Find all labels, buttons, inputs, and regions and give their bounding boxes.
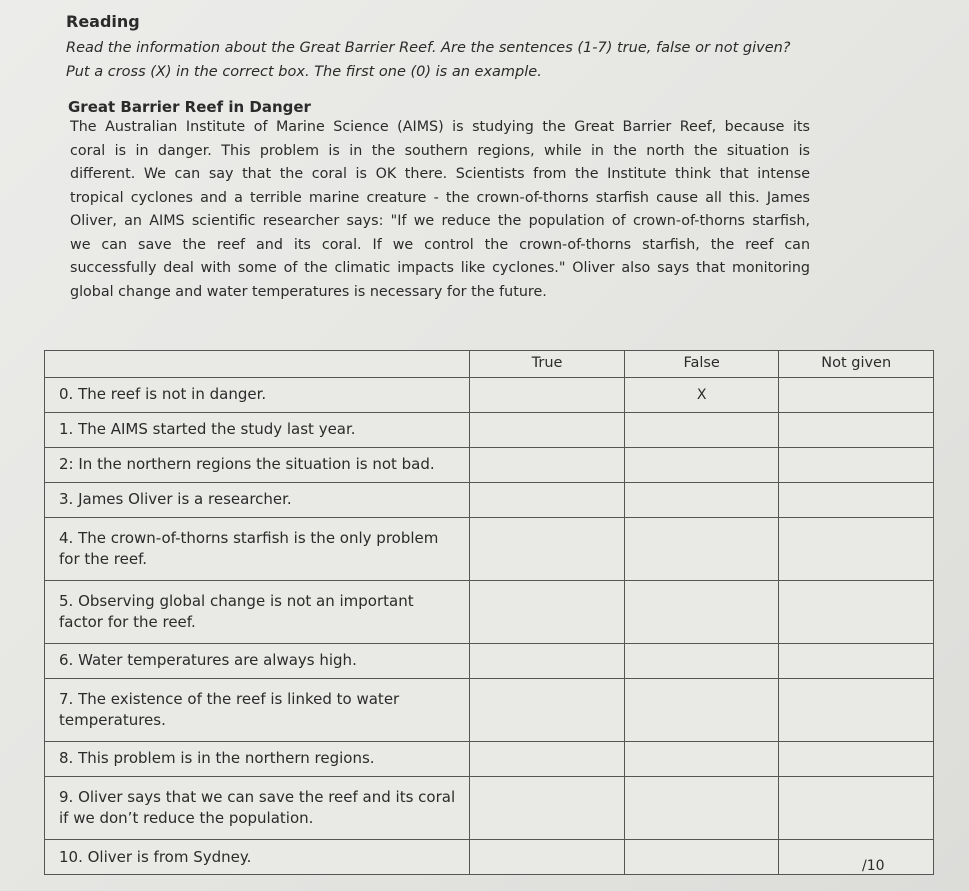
column-header-false: False bbox=[624, 351, 779, 378]
statement-cell: 8. This problem is in the northern regions. bbox=[45, 741, 470, 776]
page-title: Reading bbox=[66, 12, 140, 31]
article-line: The Australian Institute of Marine Science (AIMS) is studying the Great Barrier Reef, because its bbox=[70, 119, 810, 135]
answer-box-true[interactable] bbox=[470, 643, 625, 678]
answer-box-false[interactable] bbox=[624, 643, 779, 678]
article-line: Oliver, an AIMS scientific researcher says: "If we reduce the population of crown-of-thorns starfish, bbox=[70, 213, 810, 229]
statement-cell: 5. Observing global change is not an important factor for the reef. bbox=[45, 580, 470, 643]
answer-box-false[interactable] bbox=[624, 580, 779, 643]
answer-box-not-given[interactable] bbox=[779, 447, 934, 482]
table-row bbox=[45, 840, 934, 875]
answer-box-true[interactable] bbox=[470, 840, 625, 875]
statement-cell: 1. The AIMS started the study last year. bbox=[45, 412, 470, 447]
answer-box-false[interactable] bbox=[624, 678, 779, 741]
answer-box-false[interactable] bbox=[624, 482, 779, 517]
score-total: /10 bbox=[862, 858, 885, 874]
answer-box-not-given[interactable] bbox=[779, 580, 934, 643]
answer-box-false[interactable]: X bbox=[624, 378, 779, 413]
instruction-line-1: Read the information about the Great Barrier Reef. Are the sentences (1-7) true, false or not given? bbox=[66, 40, 791, 56]
answer-box-true[interactable] bbox=[470, 412, 625, 447]
answer-box-true[interactable] bbox=[470, 378, 625, 413]
answer-table-container bbox=[44, 350, 934, 875]
answer-box-not-given[interactable] bbox=[779, 678, 934, 741]
statement-cell: 4. The crown-of-thorns starfish is the only problem for the reef. bbox=[45, 517, 470, 580]
answer-box-true[interactable] bbox=[470, 482, 625, 517]
answer-box-false[interactable] bbox=[624, 447, 779, 482]
statement-cell: 7. The existence of the reef is linked to water temperatures. bbox=[45, 678, 470, 741]
answer-box-true[interactable] bbox=[470, 580, 625, 643]
answer-box-false[interactable] bbox=[624, 840, 779, 875]
instruction-line-2: Put a cross (X) in the correct box. The first one (0) is an example. bbox=[66, 64, 542, 80]
article-line: successfully deal with some of the climatic impacts like cyclones." Oliver also says that monitoring bbox=[70, 260, 810, 276]
answer-box-true[interactable] bbox=[470, 517, 625, 580]
article-line: we can save the reef and its coral. If we control the crown-of-thorns starfish, the reef can bbox=[70, 236, 810, 253]
article-line: different. We can say that the coral is OK there. Scientists from the Institute think that intense bbox=[70, 166, 810, 182]
statement-cell: 3. James Oliver is a researcher. bbox=[45, 482, 470, 517]
statement-cell: 2: In the northern regions the situation is not bad. bbox=[45, 447, 470, 482]
table-row bbox=[45, 517, 934, 580]
statement-cell: 10. Oliver is from Sydney. bbox=[45, 840, 470, 875]
answer-table bbox=[44, 350, 934, 875]
answer-box-false[interactable] bbox=[624, 776, 779, 839]
table-header-row bbox=[45, 351, 934, 378]
answer-box-false[interactable] bbox=[624, 412, 779, 447]
answer-box-not-given[interactable] bbox=[779, 840, 934, 875]
article-line: global change and water temperatures is necessary for the future. bbox=[70, 283, 547, 300]
answer-box-not-given[interactable] bbox=[779, 378, 934, 413]
statement-column-header bbox=[45, 351, 470, 378]
article-title: Great Barrier Reef in Danger bbox=[68, 98, 311, 116]
answer-box-not-given[interactable] bbox=[779, 517, 934, 580]
table-row bbox=[45, 412, 934, 447]
answer-box-not-given[interactable] bbox=[779, 741, 934, 776]
answer-box-not-given[interactable] bbox=[779, 412, 934, 447]
table-row bbox=[45, 447, 934, 482]
answer-box-not-given[interactable] bbox=[779, 482, 934, 517]
article-line: tropical cyclones and a terrible marine creature - the crown-of-thorns starfish cause all this. James bbox=[70, 189, 810, 206]
article-line: coral is in danger. This problem is in the southern regions, while in the north the situation is bbox=[70, 142, 810, 159]
table-row bbox=[45, 741, 934, 776]
answer-box-true[interactable] bbox=[470, 741, 625, 776]
table-row bbox=[45, 482, 934, 517]
answer-box-not-given[interactable] bbox=[779, 776, 934, 839]
table-row bbox=[45, 580, 934, 643]
answer-box-not-given[interactable] bbox=[779, 643, 934, 678]
table-row bbox=[45, 678, 934, 741]
statement-cell: 9. Oliver says that we can save the reef and its coral if we don’t reduce the population. bbox=[45, 776, 470, 839]
table-row bbox=[45, 378, 934, 413]
table-row bbox=[45, 643, 934, 678]
answer-box-false[interactable] bbox=[624, 517, 779, 580]
answer-box-true[interactable] bbox=[470, 776, 625, 839]
answer-box-true[interactable] bbox=[470, 678, 625, 741]
statement-cell: 6. Water temperatures are always high. bbox=[45, 643, 470, 678]
answer-box-true[interactable] bbox=[470, 447, 625, 482]
column-header-true: True bbox=[470, 351, 625, 378]
statement-cell: 0. The reef is not in danger. bbox=[45, 378, 470, 413]
article-body bbox=[70, 116, 810, 304]
column-header-not-given: Not given bbox=[779, 351, 934, 378]
answer-box-false[interactable] bbox=[624, 741, 779, 776]
table-row bbox=[45, 776, 934, 839]
